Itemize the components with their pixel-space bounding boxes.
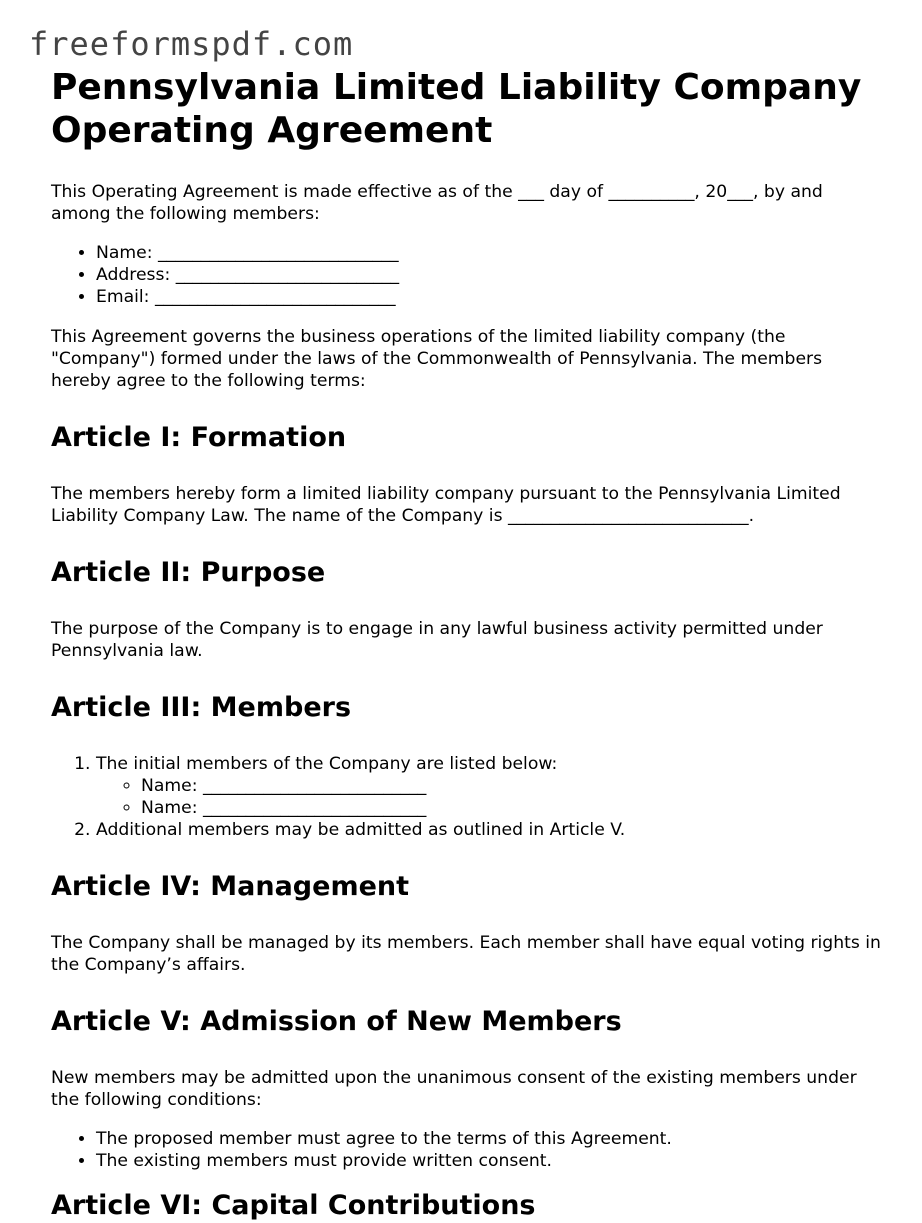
article-3-heading: Article III: Members xyxy=(51,692,352,723)
member-fields-list xyxy=(51,242,881,308)
initial-member-name-2: ◦ Name: __________________________ xyxy=(141,797,881,819)
article-5-text: New members may be admitted upon the unanimous consent of the existing members under the following conditions: xyxy=(51,1068,857,1110)
article-2-heading: Article II: Purpose xyxy=(51,557,326,588)
article-1-heading: Article I: Formation xyxy=(51,422,347,453)
article-3-list xyxy=(51,753,881,841)
admission-conditions-list xyxy=(51,1128,881,1172)
initial-member-name-1: ◦ Name: __________________________ xyxy=(141,775,881,797)
member-email-field: • Email: ____________________________ xyxy=(96,286,881,308)
article-6-heading: Article VI: Capital Contributions xyxy=(51,1190,536,1221)
document xyxy=(51,66,881,1223)
article-4-heading: Article IV: Management xyxy=(51,871,410,902)
admission-condition-2: • The existing members must provide written consent. xyxy=(96,1150,881,1172)
article-3-item-1 xyxy=(96,753,881,819)
member-address-field: • Address: __________________________ xyxy=(96,264,881,286)
admission-condition-1: • The proposed member must agree to the terms of this Agreement. xyxy=(96,1128,881,1150)
article-5-heading: Article V: Admission of New Members xyxy=(51,1006,622,1037)
governs-paragraph: This Agreement governs the business operations of the limited liability company (the "Company") formed under the laws of the Commonwealth of Pennsylvania. The members hereby agree to the following terms: xyxy=(51,327,823,391)
initial-members-list xyxy=(96,775,881,819)
document-title: Pennsylvania Limited Liability Company Operating Agreement xyxy=(51,67,862,151)
member-name-field: • Name: ____________________________ xyxy=(96,242,881,264)
article-2-text: The purpose of the Company is to engage in any lawful business activity permitted under Pennsylvania law. xyxy=(51,619,823,661)
intro-paragraph: This Operating Agreement is made effective as of the ___ day of __________, 20___, by and among the following members: xyxy=(51,182,823,224)
article-1-text: The members hereby form a limited liability company pursuant to the Pennsylvania Limited Liability Company Law. The name of the Company is ____________________________. xyxy=(51,484,841,526)
article-4-text: The Company shall be managed by its members. Each member shall have equal voting rights in the Company’s affairs. xyxy=(51,933,881,975)
article-3-item-2: 2. Additional members may be admitted as outlined in Article V. xyxy=(96,819,881,841)
watermark: freeformspdf.com xyxy=(29,25,354,63)
article-3-item-1-text: The initial members of the Company are listed below: xyxy=(96,754,558,774)
